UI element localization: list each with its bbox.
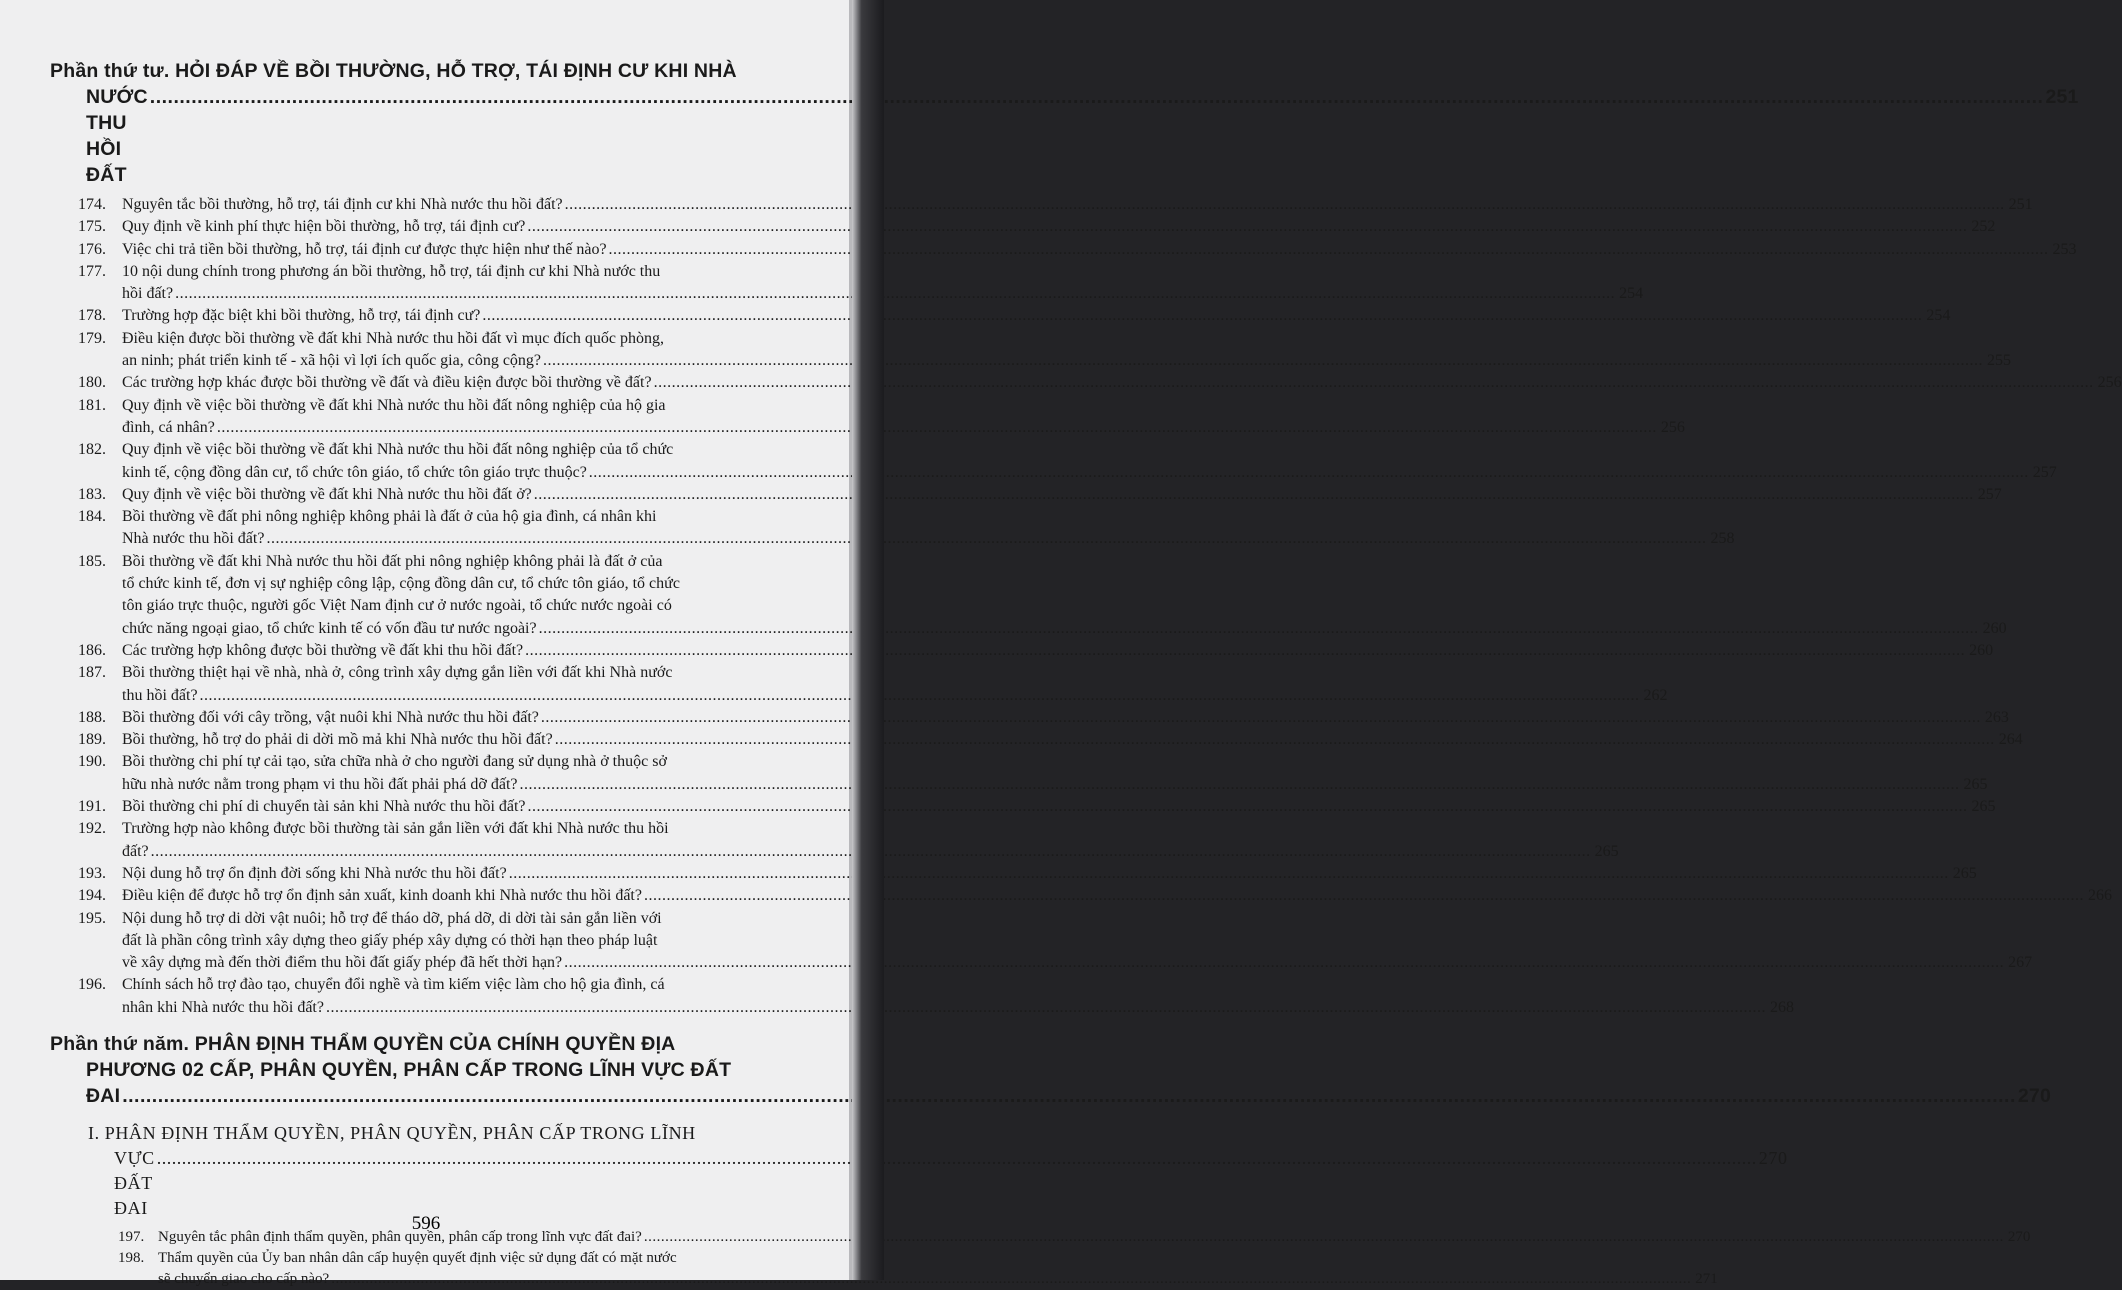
toc-entry-text: Bồi thường thiệt hại về nhà, nhà ở, công trình xây dựng gắn liền với đất khi Nhà nước bbox=[122, 664, 673, 682]
toc-entry-line bbox=[122, 462, 2057, 484]
toc-entry bbox=[50, 863, 1977, 885]
toc-entry-line bbox=[122, 885, 2112, 907]
toc-entry-text: Trường hợp đặc biệt khi bồi thường, hỗ trợ, tái định cư? bbox=[122, 307, 481, 325]
dot-leader bbox=[266, 528, 1706, 550]
toc-entry-line bbox=[122, 350, 2011, 372]
dot-leader bbox=[331, 1269, 1691, 1290]
toc-entry-line bbox=[158, 1248, 1718, 1269]
toc-entry-page: 265 bbox=[1594, 842, 1619, 860]
toc-entry-number: 178. bbox=[78, 307, 106, 325]
toc-entry-line bbox=[122, 328, 2011, 350]
toc-entry-page: 267 bbox=[2008, 954, 2033, 972]
toc-entry-page: 255 bbox=[1987, 352, 2012, 370]
toc-entry-line bbox=[122, 595, 2007, 617]
toc-entry-page: 271 bbox=[1695, 1270, 1718, 1287]
section-1-heading bbox=[88, 1121, 1788, 1221]
dot-leader bbox=[564, 952, 2004, 974]
toc-entry bbox=[50, 1248, 1718, 1290]
toc-entry-page: 253 bbox=[2052, 240, 2077, 258]
toc-entry-line bbox=[122, 194, 2033, 216]
part-5-title-line-3: ĐAI bbox=[86, 1084, 121, 1107]
toc-entry-body bbox=[122, 974, 1794, 1019]
toc-entry-text: Bồi thường về đất khi Nhà nước thu hồi đất phi nông nghiệp không phải là đất ở của bbox=[122, 552, 663, 570]
toc-entry-body bbox=[158, 1248, 1718, 1290]
toc-entry-page: 256 bbox=[2097, 374, 2122, 392]
toc-entry bbox=[50, 729, 2023, 751]
toc-entry bbox=[50, 796, 1996, 818]
toc-entry-line bbox=[122, 439, 2057, 461]
dot-leader bbox=[565, 194, 2005, 216]
toc-entry-number: 174. bbox=[78, 196, 106, 213]
toc-entry-line bbox=[122, 239, 2077, 261]
toc-entry-text: đất là phần công trình xây dựng theo giấy phép xây dựng có thời hạn theo pháp luật bbox=[122, 931, 658, 949]
part-5-title-line-1: Phần thứ năm. PHÂN ĐỊNH THẨM QUYỀN CỦA CHÍNH QUYỀN ĐỊA bbox=[50, 1032, 676, 1055]
toc-entry-page: 256 bbox=[1660, 418, 1685, 436]
toc-entry-page: 254 bbox=[1926, 307, 1951, 325]
toc-entry-body bbox=[122, 216, 1995, 238]
toc-entry-page: 265 bbox=[1963, 775, 1988, 793]
toc-entry-number: 181. bbox=[78, 396, 106, 414]
toc-entry-text: Quy định về việc bồi thường về đất khi Nhà nước thu hồi đất nông nghiệp của tổ chức bbox=[122, 441, 674, 459]
toc-entry-text: Điều kiện để được hỗ trợ ổn định sản xuất, kinh doanh khi Nhà nước thu hồi đất? bbox=[122, 887, 642, 905]
toc-entry-text: Quy định về kinh phí thực hiện bồi thường, hỗ trợ, tái định cư? bbox=[122, 218, 526, 236]
toc-entry-line bbox=[122, 528, 1734, 550]
toc-entry bbox=[50, 239, 2077, 261]
toc-entry-text: Bồi thường về đất phi nông nghiệp không phải là đất ở của hộ gia đình, cá nhân khi bbox=[122, 508, 657, 526]
toc-entry-page: 266 bbox=[2087, 887, 2112, 905]
toc-entry-body bbox=[122, 551, 2007, 640]
toc-entry-number: 195. bbox=[78, 909, 106, 927]
toc-entry-text: Việc chi trả tiền bồi thường, hỗ trợ, tái định cư được thực hiện như thế nào? bbox=[122, 240, 607, 258]
toc-entry bbox=[50, 305, 1951, 327]
toc-entry-text: sẽ chuyển giao cho cấp nào? bbox=[158, 1270, 330, 1287]
dot-leader bbox=[200, 685, 1640, 707]
toc-entry-number: 188. bbox=[78, 708, 106, 726]
toc-entry-page: 265 bbox=[1971, 798, 1996, 816]
toc-entry-line bbox=[122, 685, 1668, 707]
toc-entry-text: Nguyên tắc phân định thẩm quyền, phân quyền, phân cấp trong lĩnh vực đất đai? bbox=[158, 1228, 642, 1245]
toc-entry-text: Bồi thường, hỗ trợ do phải di dời mồ mả khi Nhà nước thu hồi đất? bbox=[122, 731, 553, 749]
toc-entry-number: 185. bbox=[78, 552, 106, 570]
toc-entry bbox=[50, 751, 1988, 796]
toc-entry-body bbox=[122, 328, 2011, 373]
dot-leader bbox=[541, 707, 1981, 729]
part-4-heading bbox=[50, 58, 2079, 188]
toc-entry-body bbox=[122, 751, 1988, 796]
page-number: 596 bbox=[411, 1213, 441, 1234]
dot-leader bbox=[326, 997, 1766, 1019]
toc-entry-body bbox=[122, 372, 2122, 394]
dot-leader bbox=[482, 305, 1922, 327]
dot-leader bbox=[217, 417, 1657, 439]
toc-entry-line bbox=[122, 573, 2007, 595]
toc-entry-text: Nội dung hỗ trợ di dời vật nuôi; hỗ trợ để tháo dỡ, phá dỡ, di dời tài sản gắn liền với bbox=[122, 909, 662, 927]
toc-entry-number: 193. bbox=[78, 864, 106, 882]
toc-entry-text: 10 nội dung chính trong phương án bồi thường, hỗ trợ, tái định cư khi Nhà nước thu bbox=[122, 262, 661, 280]
toc-entry-text: Các trường hợp không được bồi thường về đất khi thu hồi đất? bbox=[122, 641, 524, 659]
toc-entry-body bbox=[122, 439, 2057, 484]
toc-entry-line bbox=[122, 707, 2009, 729]
toc-entry bbox=[50, 261, 1644, 306]
dot-leader bbox=[527, 216, 1967, 238]
toc-entry-number: 183. bbox=[78, 485, 106, 503]
toc-entry-body bbox=[122, 305, 1950, 327]
part-5-line-2 bbox=[50, 1057, 811, 1083]
dot-leader bbox=[525, 640, 1965, 662]
toc-entry bbox=[50, 551, 2007, 640]
toc-entry bbox=[50, 908, 2033, 975]
toc-entry-text: Chính sách hỗ trợ đào tạo, chuyển đổi nghề và tìm kiếm việc làm cho hộ gia đình, cá bbox=[122, 976, 665, 994]
toc-entry bbox=[50, 216, 1996, 238]
toc-entry-number: 186. bbox=[78, 641, 106, 659]
toc-entry bbox=[50, 885, 2112, 907]
part-4-line-2 bbox=[50, 84, 2079, 188]
toc-entry bbox=[50, 372, 2122, 394]
toc-entry-page: 262 bbox=[1643, 686, 1668, 704]
toc-entry-text: tôn giáo trực thuộc, người gốc Việt Nam định cư ở nước ngoài, tổ chức nước ngoài có bbox=[122, 597, 672, 615]
dot-leader bbox=[122, 1083, 2016, 1109]
toc-entry-body bbox=[122, 395, 1685, 440]
toc-entry-line bbox=[158, 1269, 1718, 1290]
toc-entry-body bbox=[122, 239, 2077, 261]
toc-entry bbox=[50, 506, 1735, 551]
part-5-line-3 bbox=[50, 1083, 2051, 1109]
toc-entry-line bbox=[122, 952, 2032, 974]
toc-entry-text: Bồi thường chi phí di chuyển tài sản khi Nhà nước thu hồi đất? bbox=[122, 798, 526, 816]
toc-entry-text: Các trường hợp khác được bồi thường về đất và điều kiện được bồi thường về đất? bbox=[122, 374, 652, 392]
toc-entry-text: đất? bbox=[122, 842, 149, 860]
part-5-entries bbox=[50, 1227, 2031, 1290]
section-1-line-1 bbox=[88, 1121, 811, 1146]
dot-leader bbox=[509, 863, 1949, 885]
toc-entry bbox=[50, 707, 2009, 729]
toc-entry-body bbox=[122, 194, 2033, 216]
part-4-title-line-2: NƯỚC THU HỒI ĐẤT bbox=[86, 86, 148, 186]
toc-entry-text: Bồi thường chi phí tự cải tạo, sửa chữa nhà ở cho người đang sử dụng nhà ở thuộc sở bbox=[122, 753, 667, 771]
toc-entry-page: 260 bbox=[1982, 619, 2007, 637]
part-4-entries bbox=[50, 194, 2122, 1019]
toc-entry-line bbox=[122, 618, 2007, 640]
book-spine-shadow bbox=[852, 0, 884, 1280]
toc-entry-number: 190. bbox=[78, 753, 106, 771]
toc-entry-line bbox=[122, 372, 2122, 394]
dot-leader bbox=[157, 1146, 1757, 1171]
part-5-heading bbox=[50, 1031, 2051, 1109]
toc-entry-page: 254 bbox=[1619, 285, 1644, 303]
part-5-page: 270 bbox=[2017, 1084, 2051, 1107]
toc-entry-line bbox=[122, 216, 1995, 238]
toc-entry-text: thu hồi đất? bbox=[122, 686, 198, 704]
toc-entry-text: Nguyên tắc bồi thường, hỗ trợ, tái định cư khi Nhà nước thu hồi đất? bbox=[122, 196, 563, 213]
dot-leader bbox=[520, 774, 1960, 796]
toc-entry-body bbox=[122, 729, 2023, 751]
toc-entry-line bbox=[122, 997, 1794, 1019]
toc-entry bbox=[50, 439, 2057, 484]
toc-entry-text: an ninh; phát triển kinh tế - xã hội vì lợi ích quốc gia, công cộng? bbox=[122, 352, 542, 370]
toc-entry-text: Quy định về việc bồi thường về đất khi Nhà nước thu hồi đất nông nghiệp của hộ gia bbox=[122, 396, 666, 414]
toc-entry bbox=[50, 662, 1668, 707]
toc-entry bbox=[50, 328, 2012, 373]
toc-entry-line bbox=[122, 305, 1950, 327]
toc-entry-line bbox=[122, 395, 1685, 417]
dot-leader bbox=[175, 283, 1615, 305]
toc-entry-text: chức năng ngoại giao, tổ chức kinh tế có vốn đầu tư nước ngoài? bbox=[122, 619, 537, 637]
toc-entry-page: 257 bbox=[1977, 485, 2002, 503]
toc-entry-body bbox=[122, 885, 2112, 907]
toc-entry-line bbox=[122, 774, 1988, 796]
toc-entry-body bbox=[122, 506, 1734, 551]
toc-entry bbox=[50, 974, 1794, 1019]
toc-entry-number: 191. bbox=[78, 798, 106, 816]
toc-entry-text: về xây dựng mà đến thời điểm thu hồi đất giấy phép đã hết thời hạn? bbox=[122, 954, 563, 972]
part-4-title-line-1: Phần thứ tư. HỎI ĐÁP VỀ BỒI THƯỜNG, HỖ TRỢ, TÁI ĐỊNH CƯ KHI NHÀ bbox=[50, 60, 737, 82]
toc-entry-number: 180. bbox=[78, 374, 106, 392]
part-5-title-line-2: PHƯƠNG 02 CẤP, PHÂN QUYỀN, PHÂN CẤP TRONG LĨNH VỰC ĐẤT bbox=[86, 1058, 732, 1081]
toc-entry-text: Quy định về việc bồi thường về đất khi Nhà nước thu hồi đất ở? bbox=[122, 485, 532, 503]
toc-entry-text: đình, cá nhân? bbox=[122, 418, 215, 436]
toc-entry-number: 189. bbox=[78, 731, 106, 749]
toc-entry-body bbox=[122, 796, 1996, 818]
toc-entry-line bbox=[122, 551, 2007, 573]
dot-leader bbox=[528, 796, 1968, 818]
toc-entry-page: 260 bbox=[1969, 641, 1994, 659]
toc-entry bbox=[50, 395, 1685, 440]
toc-entry-page: 263 bbox=[1984, 708, 2009, 726]
toc-entry-body bbox=[122, 484, 2002, 506]
toc-entry-line bbox=[122, 930, 2032, 952]
section-1-page: 270 bbox=[1758, 1147, 1788, 1168]
toc-entry-text: tổ chức kinh tế, đơn vị sự nghiệp công lập, cộng đồng dân cư, tổ chức tôn giáo, tổ chức bbox=[122, 575, 680, 593]
toc-entry-number: 179. bbox=[78, 329, 106, 347]
toc-entry-body bbox=[122, 707, 2009, 729]
toc-entry-text: Thẩm quyền của Ủy ban nhân dân cấp huyện quyết định việc sử dụng đất có mặt nước bbox=[158, 1249, 677, 1266]
toc-entry-number: 198. bbox=[118, 1249, 145, 1266]
toc-entry-body bbox=[122, 908, 2032, 975]
dot-leader bbox=[555, 729, 1995, 751]
toc-entry-page: 265 bbox=[1952, 864, 1977, 882]
toc-entry-line bbox=[122, 417, 1685, 439]
toc-entry-number: 196. bbox=[78, 976, 106, 994]
toc-entry bbox=[50, 818, 1619, 863]
toc-entry-text: Bồi thường đối với cây trồng, vật nuôi khi Nhà nước thu hồi đất? bbox=[122, 708, 539, 726]
dot-leader bbox=[543, 350, 1983, 372]
dot-leader bbox=[150, 84, 2044, 110]
toc-entry-text: hồi đất? bbox=[122, 285, 174, 303]
toc-entry-line bbox=[122, 729, 2023, 751]
dot-leader bbox=[539, 618, 1979, 640]
toc-entry-text: Điều kiện được bồi thường về đất khi Nhà nước thu hồi đất vì mục đích quốc phòng, bbox=[122, 329, 664, 347]
toc-entry bbox=[50, 194, 2033, 216]
toc-entry-line bbox=[122, 640, 1993, 662]
section-1-line-2 bbox=[88, 1146, 1788, 1221]
toc-entry-text: nhân khi Nhà nước thu hồi đất? bbox=[122, 998, 324, 1016]
part-5-line-1 bbox=[50, 1031, 811, 1057]
toc-entry-number: 197. bbox=[118, 1228, 145, 1245]
toc-entry-number: 192. bbox=[78, 820, 106, 838]
toc-entry-line bbox=[122, 506, 1734, 528]
toc-entry-line bbox=[122, 974, 1794, 996]
toc-entry-line bbox=[122, 863, 1977, 885]
toc-entry-text: Nhà nước thu hồi đất? bbox=[122, 530, 265, 548]
toc-entry-text: hữu nhà nước nằm trong phạm vi thu hồi đất phải phá dỡ đất? bbox=[122, 775, 518, 793]
toc-entry-text: kinh tế, cộng đồng dân cư, tổ chức tôn giáo, tổ chức tôn giáo trực thuộc? bbox=[122, 463, 587, 481]
section-1-title-line-2: VỰC ĐẤT ĐAI bbox=[114, 1147, 155, 1218]
toc-entry-line bbox=[122, 908, 2032, 930]
toc-entry-number: 182. bbox=[78, 441, 106, 459]
toc-entry-number: 187. bbox=[78, 664, 106, 682]
part-4-line-1 bbox=[50, 58, 811, 84]
toc-entry-text: Trường hợp nào không được bồi thường tài sản gắn liền với đất khi Nhà nước thu hồi bbox=[122, 820, 669, 838]
toc-entry-number: 177. bbox=[78, 262, 106, 280]
toc-entry-line bbox=[122, 796, 1996, 818]
toc-entry-body bbox=[122, 662, 1668, 707]
toc-entry-number: 176. bbox=[78, 240, 106, 258]
toc-entry bbox=[50, 640, 1994, 662]
dot-leader bbox=[589, 462, 2029, 484]
toc-entry-page: 268 bbox=[1769, 998, 1794, 1016]
toc-entry-page: 264 bbox=[1998, 731, 2023, 749]
toc-entry-page: 257 bbox=[2032, 463, 2057, 481]
toc-entry-page: 258 bbox=[1710, 530, 1735, 548]
toc-entry-line bbox=[122, 751, 1988, 773]
toc-entry-number: 184. bbox=[78, 508, 106, 526]
toc-entry bbox=[50, 484, 2002, 506]
dot-leader bbox=[609, 239, 2049, 261]
toc-entry-page: 270 bbox=[2007, 1228, 2031, 1245]
toc-entry-page: 252 bbox=[1971, 218, 1996, 236]
toc-entry-page: 251 bbox=[2008, 196, 2033, 213]
toc-entry-number: 194. bbox=[78, 887, 106, 905]
toc-entry-line bbox=[122, 484, 2002, 506]
toc-entry-line bbox=[122, 662, 1668, 684]
section-1-title-line-1: I. PHÂN ĐỊNH THẨM QUYỀN, PHÂN QUYỀN, PHÂN CẤP TRONG LĨNH bbox=[88, 1122, 696, 1143]
toc-entry-body bbox=[122, 640, 1993, 662]
toc-entry-text: Nội dung hỗ trợ ổn định đời sống khi Nhà nước thu hồi đất? bbox=[122, 864, 507, 882]
toc-entry-body bbox=[122, 863, 1977, 885]
dot-leader bbox=[534, 484, 1974, 506]
toc-entry-number: 175. bbox=[78, 218, 106, 236]
part-4-page: 251 bbox=[2045, 86, 2079, 108]
